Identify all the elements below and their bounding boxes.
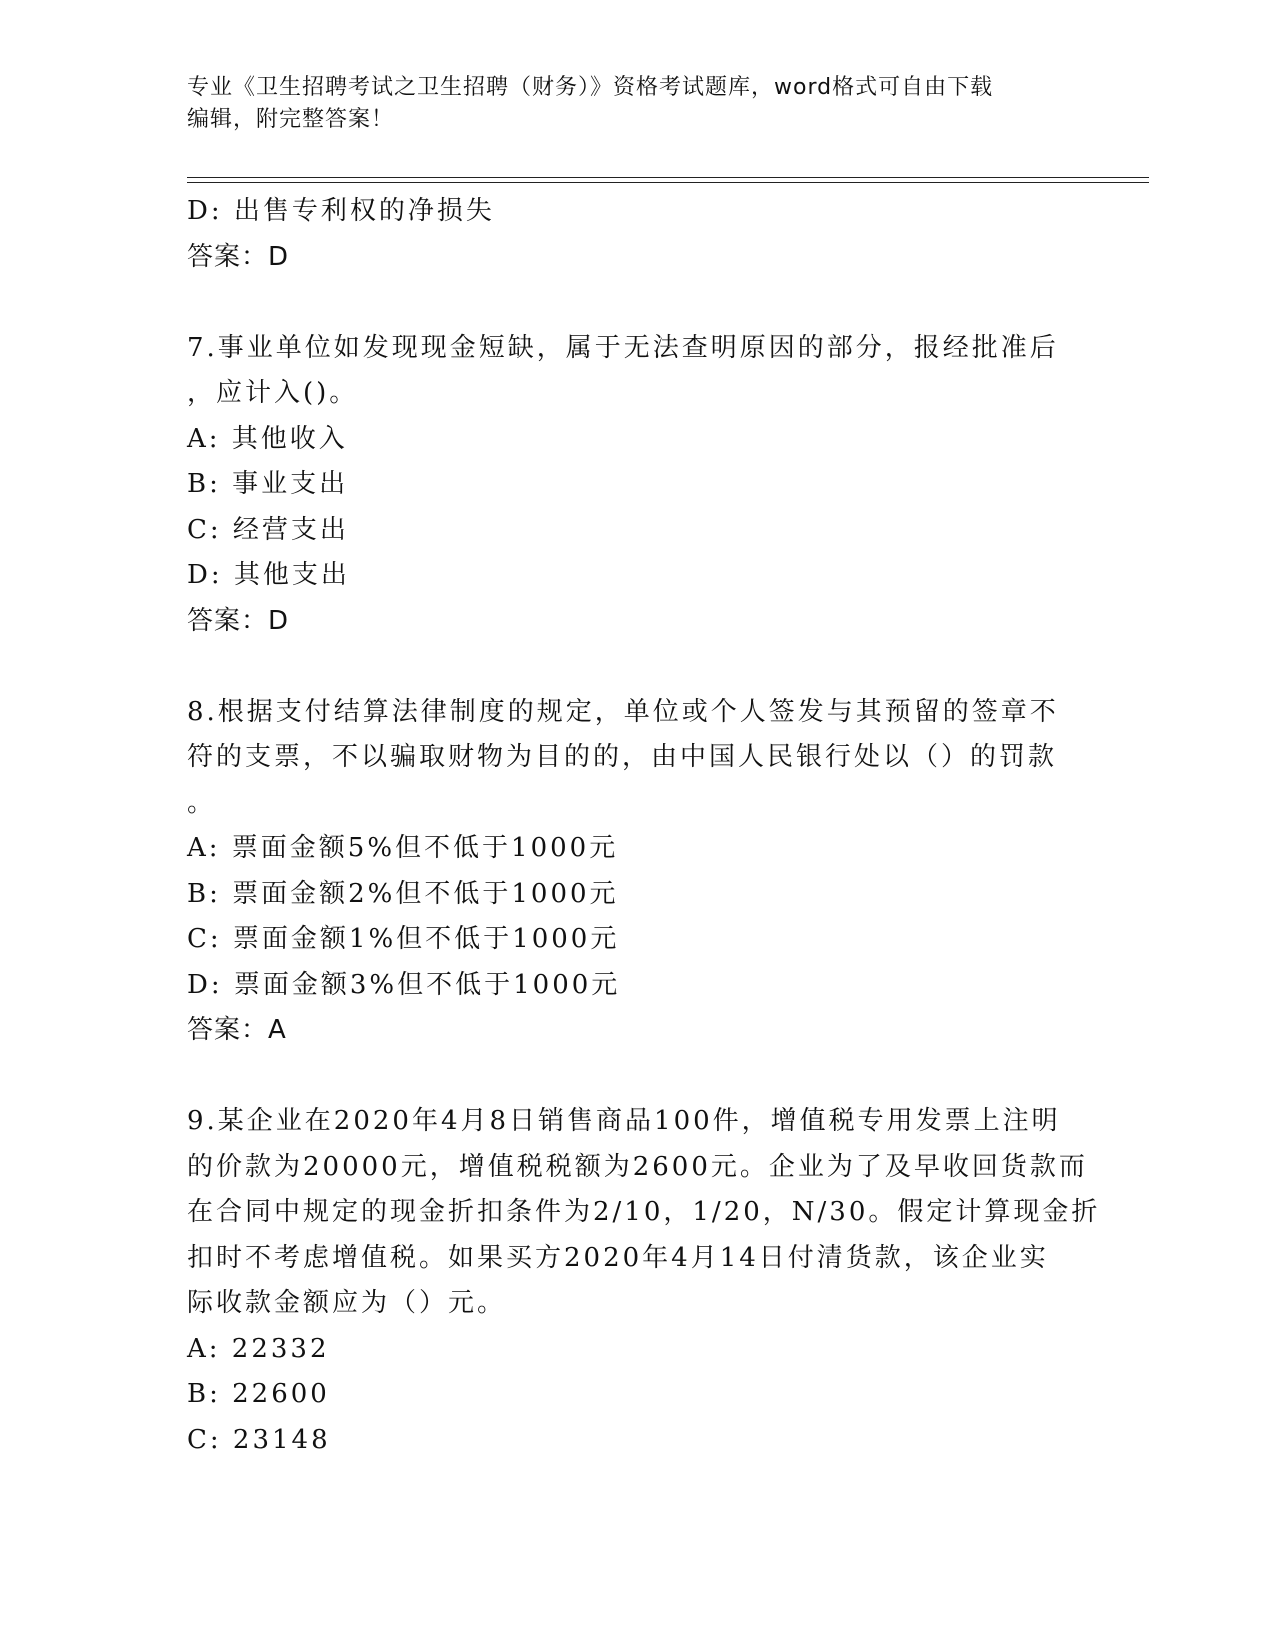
option-c: C: 经营支出	[187, 514, 349, 545]
spacer	[187, 280, 1067, 326]
option-d: D: 出售专利权的净损失	[187, 196, 495, 226]
spacer	[187, 644, 1067, 690]
option-d: D: 票面金额3%但不低于1000元	[187, 969, 621, 1000]
option-c: C: 23148	[187, 1424, 331, 1455]
question-stem: 7.事业单位如发现现金短缺，属于无法查明原因的部分，报经批准后	[187, 332, 1059, 363]
option-d: D: 其他支出	[187, 560, 350, 590]
header-line-1: 专业《卫生招聘考试之卫生招聘（财务）》资格考试题库，word格式可自由下载	[187, 75, 994, 100]
question-7	[187, 326, 1067, 645]
question-stem: 际收款金额应为（）元。	[187, 1288, 507, 1318]
spacer	[187, 1054, 1067, 1100]
question-stem: 扣时不考虑增值税。如果买方2020年4月14日付清货款，该企业实	[187, 1242, 1049, 1273]
option-c: C: 票面金额1%但不低于1000元	[187, 924, 620, 954]
header-rule-bottom	[187, 182, 1149, 183]
question-stem: 的价款为20000元，增值税税额为2600元。企业为了及早收回货款而	[187, 1151, 1088, 1182]
question-stem: 符的支票，不以骗取财物为目的的，由中国人民银行处以（）的罚款	[187, 742, 1058, 772]
document-header	[187, 72, 1067, 136]
option-b: B: 事业支出	[187, 469, 349, 499]
answer: 答案：D	[187, 605, 290, 636]
previous-question	[187, 189, 1067, 280]
option-a: A: 22332	[187, 1333, 330, 1364]
question-stem: 9.某企业在2020年4月8日销售商品100件，增值税专用发票上注明	[187, 1106, 1061, 1136]
answer: 答案：D	[187, 241, 290, 272]
question-9	[187, 1099, 1101, 1463]
header-rule-top	[187, 177, 1149, 178]
question-stem: 。	[187, 787, 217, 818]
document-body	[187, 189, 1101, 1463]
question-8	[187, 690, 1067, 1054]
question-stem: ，应计入()。	[187, 378, 359, 408]
answer: 答案：A	[187, 1015, 287, 1045]
header-line-2: 编辑，附完整答案！	[187, 107, 395, 132]
option-a: A: 票面金额5%但不低于1000元	[187, 833, 619, 863]
option-a: A: 其他收入	[187, 423, 348, 454]
option-b: B: 票面金额2%但不低于1000元	[187, 878, 619, 909]
question-stem: 在合同中规定的现金折扣条件为2/10，1/20，N/30。假定计算现金折	[187, 1197, 1101, 1227]
option-b: B: 22600	[187, 1379, 330, 1409]
question-stem: 8.根据支付结算法律制度的规定，单位或个人签发与其预留的签章不	[187, 696, 1059, 727]
